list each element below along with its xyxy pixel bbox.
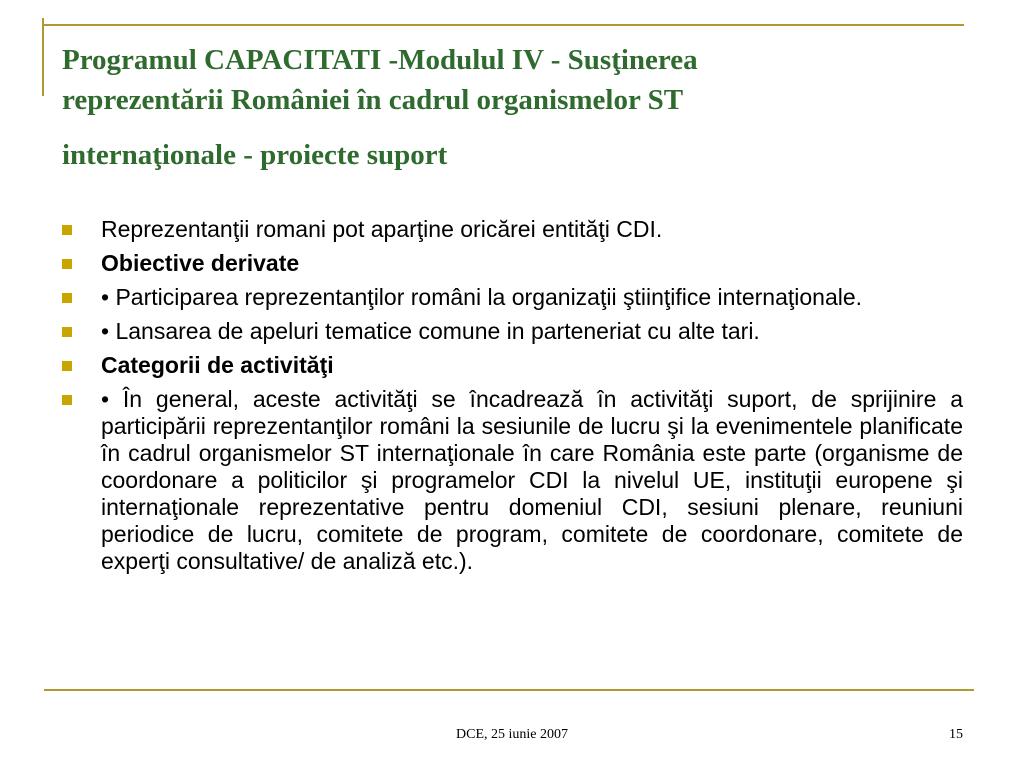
page-number: 15 <box>949 727 963 742</box>
title-line-2: reprezentării României în cadrul organismelor ST <box>62 84 684 116</box>
title-line-3: internaţionale - proiecte suport <box>62 139 448 171</box>
square-bullet-icon <box>62 395 72 405</box>
square-bullet-icon <box>62 225 72 235</box>
frame-top-rule <box>42 24 964 26</box>
bullet-item <box>62 386 963 575</box>
square-bullet-icon <box>62 293 72 303</box>
bullet-heading: Obiective derivate <box>101 250 300 276</box>
square-bullet-icon <box>62 327 72 337</box>
slide-title <box>62 40 962 175</box>
bullet-item <box>62 250 963 277</box>
bullet-item <box>62 318 963 345</box>
bullet-list <box>62 216 963 582</box>
bullet-text: • Participarea reprezentanţilor români la organizaţii ştiinţifice internaţionale. <box>101 284 863 310</box>
square-bullet-icon <box>62 361 72 371</box>
bullet-text: Reprezentanţii romani pot aparţine oricărei entităţi CDI. <box>101 216 663 242</box>
frame-left-rule <box>42 18 44 96</box>
footer-date: DCE, 25 iunie 2007 <box>456 727 568 742</box>
bullet-item <box>62 284 963 311</box>
bullet-item <box>62 216 963 243</box>
bullet-heading: Categorii de activităţi <box>101 352 334 378</box>
square-bullet-icon <box>62 259 72 269</box>
footer-rule <box>44 689 974 691</box>
bullet-text: • Lansarea de apeluri tematice comune in parteneriat cu alte tari. <box>101 318 760 344</box>
bullet-item <box>62 352 963 379</box>
bullet-text: • În general, aceste activităţi se încadrează în activităţi suport, de sprijinire a participării reprezentanţilor români la sesiunile de lucru şi la evenimentele planificate în cadrul organismelor ST internaţionale în care România este parte (organisme de coordonare a politicilor şi programelor CDI la nivelul UE, instituţii europene şi internaţionale reprezentative pentru domeniul CDI, sesiuni plenare, reuniuni periodice de lucru, comitete de program, comitete de coordonare, comitete de experţi consultative/ de analiză etc.). <box>101 386 963 574</box>
title-line-1: Programul CAPACITATI -Modulul IV - Susţinerea <box>62 44 698 76</box>
